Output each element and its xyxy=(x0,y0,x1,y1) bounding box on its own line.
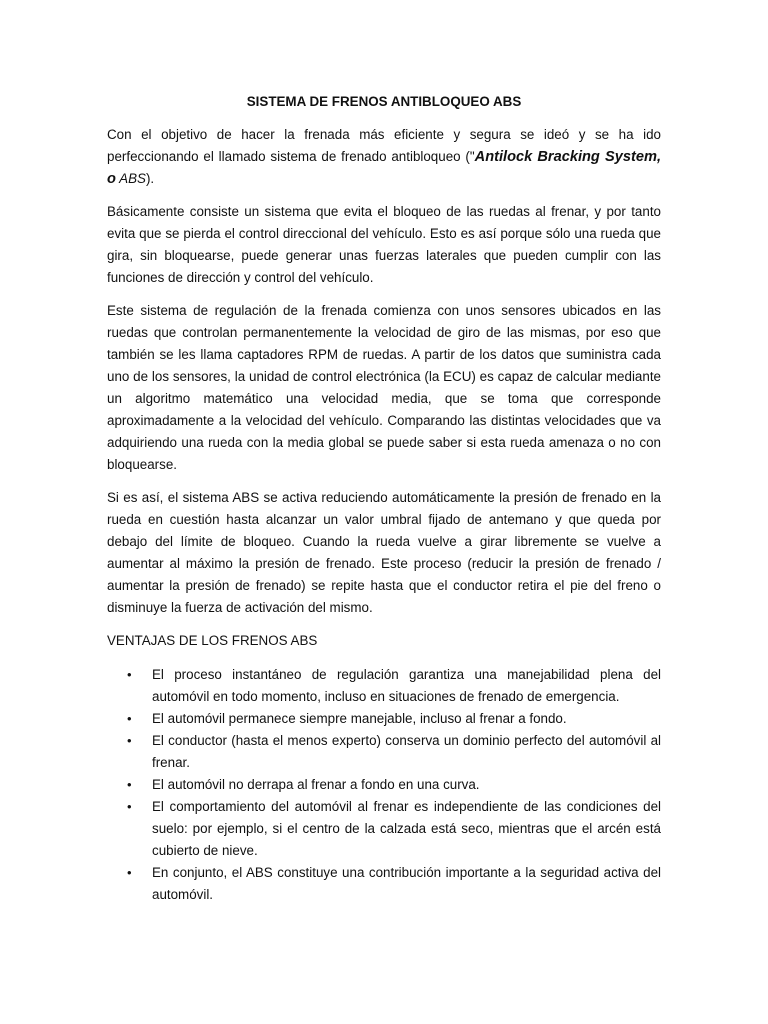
paragraph-activation: Si es así, el sistema ABS se activa reduciendo automáticamente la presión de frenado en la rueda en cuestión hasta alcanzar un valor umbral fijado de antemano y que queda por debajo del límite de bloqueo. Cuando la rueda vuelve a girar libremente se vuelve a aumentar al máximo la presión de frenado. Este proceso (reducir la presión de frenado / aumentar la presión de frenado) se repite hasta que el conductor retira el pie del freno o disminuye la fuerza de activación del mismo. xyxy=(107,490,661,615)
list-item-text: El automóvil no derrapa al frenar a fondo en una curva. xyxy=(152,777,480,792)
list-item xyxy=(107,664,661,708)
list-item xyxy=(107,708,661,730)
document-title: SISTEMA DE FRENOS ANTIBLOQUEO ABS xyxy=(246,94,522,109)
bullet-icon: • xyxy=(127,777,132,792)
list-item-text: El proceso instantáneo de regulación garantiza una manejabilidad plena del automóvil en todo momento, incluso en situaciones de frenado de emergencia. xyxy=(152,667,661,704)
list-item xyxy=(107,862,661,906)
bullet-icon: • xyxy=(127,865,132,880)
intro-term-italic: ABS xyxy=(115,171,146,186)
bullet-icon: • xyxy=(127,711,132,726)
intro-term-bold-italic: Antilock Bracking System, o xyxy=(107,149,661,187)
bullet-icon: • xyxy=(127,733,132,748)
list-item xyxy=(107,730,661,774)
bullet-icon: • xyxy=(127,667,132,682)
intro-closing: ). xyxy=(145,171,155,186)
list-item-text: El automóvil permanece siempre manejable, incluso al frenar a fondo. xyxy=(152,711,567,726)
intro-text: Con el objetivo de hacer la frenada más eficiente y segura se ideó y se ha ido perfeccionando el llamado sistema de frenado antibloqueo (" xyxy=(107,127,661,164)
intro-paragraph xyxy=(107,124,661,190)
list-item-text: En conjunto, el ABS constituye una contribución importante a la seguridad activa del automóvil. xyxy=(152,865,661,902)
list-item xyxy=(107,796,661,862)
document-page xyxy=(107,92,661,906)
paragraph-definition: Básicamente consiste un sistema que evita el bloqueo de las ruedas al frenar, y por tanto evita que se pierda el control direccional del vehículo. Esto es así porque sólo una rueda que gira, sin bloquearse, puede generar unas fuerzas laterales que pueden cumplir con las funciones de dirección y control del vehículo. xyxy=(107,204,661,285)
advantages-heading: VENTAJAS DE LOS FRENOS ABS xyxy=(107,633,318,648)
list-item-text: El conductor (hasta el menos experto) conserva un dominio perfecto del automóvil al frenar. xyxy=(152,733,661,770)
list-item xyxy=(107,774,661,796)
list-item-text: El comportamiento del automóvil al frenar es independiente de las condiciones del suelo: por ejemplo, si el centro de la calzada está seco, mientras que el arcén está cubierto de nieve. xyxy=(152,799,661,858)
paragraph-sensors: Este sistema de regulación de la frenada comienza con unos sensores ubicados en las ruedas que controlan permanentemente la velocidad de giro de las mismas, por eso que también se les llama captadores RPM de ruedas. A partir de los datos que suministra cada uno de los sensores, la unidad de control electrónica (la ECU) es capaz de calcular mediante un algoritmo matemático una velocidad media, que se toma que corresponde aproximadamente a la velocidad del vehículo. Comparando las distintas velocidades que va adquiriendo una rueda con la media global se puede saber si esta rueda amenaza o no con bloquearse. xyxy=(107,303,661,472)
bullet-icon: • xyxy=(127,799,132,814)
advantages-list xyxy=(107,664,661,906)
